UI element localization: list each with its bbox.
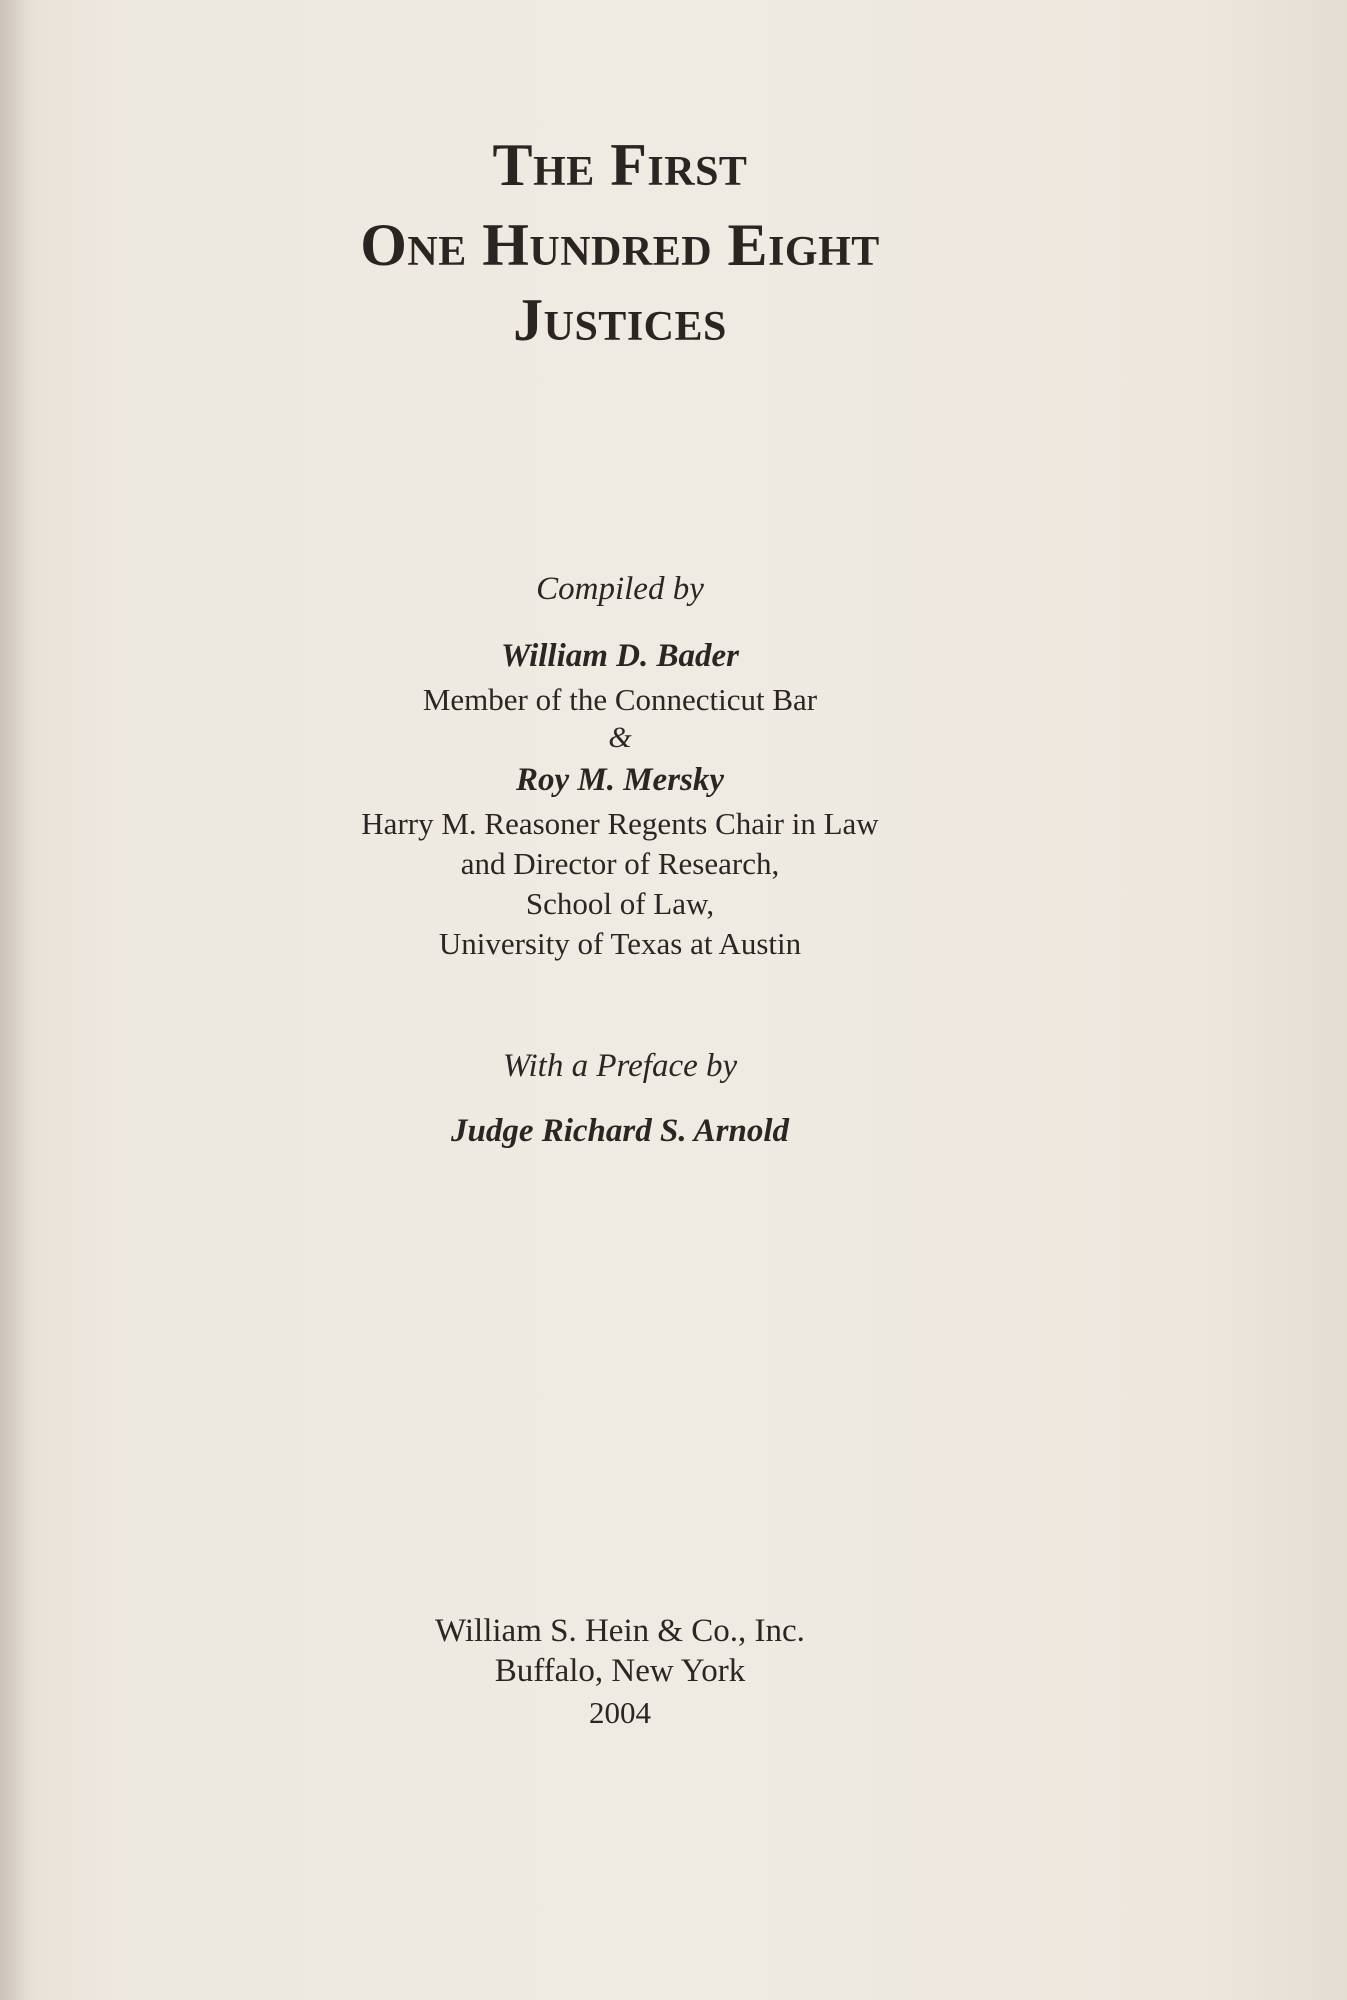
compiled-by-label: Compiled by: [536, 571, 704, 607]
book-title-line-1: The First: [492, 132, 748, 198]
author-2-affiliation-line-1: Harry M. Reasoner Regents Chair in Law: [361, 806, 879, 841]
author-1-name: William D. Bader: [500, 638, 740, 674]
publisher-location: Buffalo, New York: [494, 1653, 746, 1689]
publication-year: 2004: [589, 1695, 651, 1730]
publisher-name: William S. Hein & Co., Inc.: [435, 1613, 805, 1649]
author-1-affiliation: Member of the Connecticut Bar: [422, 682, 818, 717]
author-2-affiliation-line-4: University of Texas at Austin: [438, 926, 802, 961]
preface-author: Judge Richard S. Arnold: [450, 1113, 790, 1149]
author-2-affiliation-line-2: and Director of Research,: [460, 846, 780, 881]
author-2-name: Roy M. Mersky: [515, 762, 725, 798]
author-conjunction: &: [608, 721, 632, 754]
author-2-affiliation-line-3: School of Law,: [525, 886, 715, 921]
book-title-line-2: One Hundred Eight: [360, 212, 880, 278]
book-title-line-3: Justices: [513, 287, 727, 353]
preface-label: With a Preface by: [502, 1048, 738, 1084]
